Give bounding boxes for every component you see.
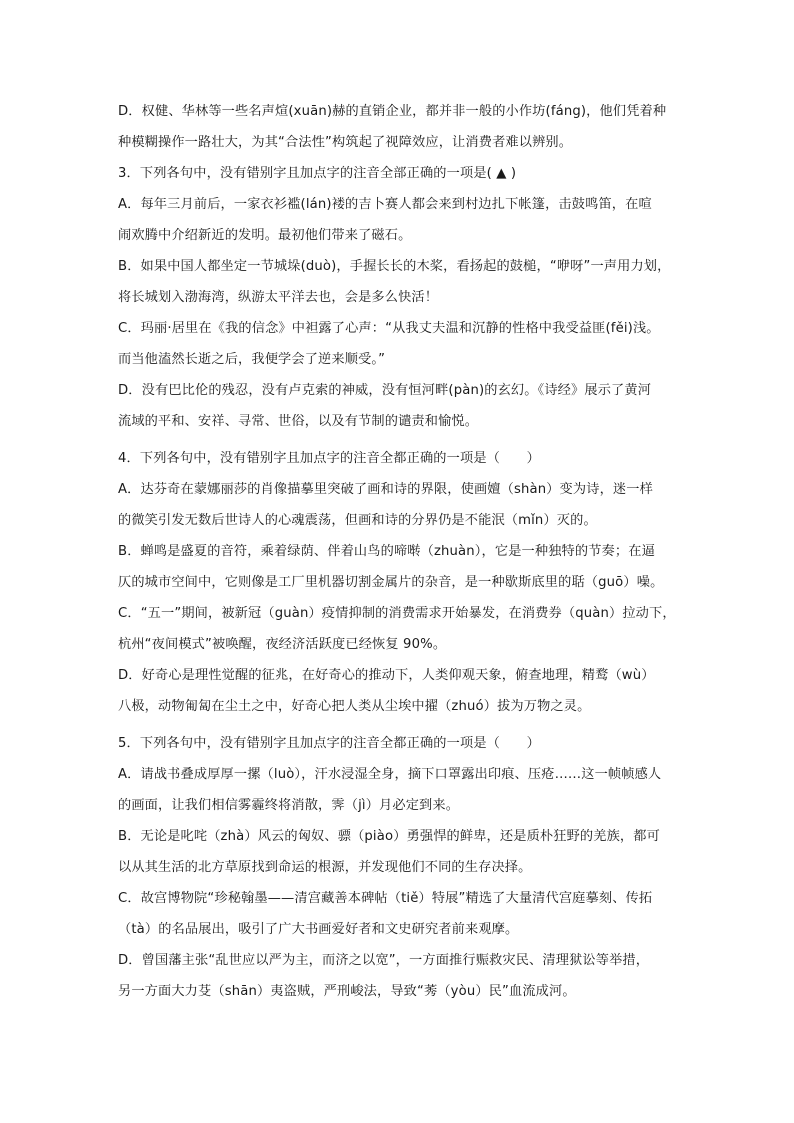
question-3-option-d: D．没有巴比伦的残忍，没有卢克索的神威，没有恒河畔(pàn)的玄幻。《诗经》展示了黄河 [118,383,652,398]
text-line: 仄的城市空间中，它则像是工厂里机器切割金属片的杂音，是一种歇斯底里的聒（guō）噪。 [118,575,664,590]
question-3 [118,158,684,437]
text-line: 杭州“夜间模式”被唤醒，夜经济活跃度已经恢复 90%。 [118,637,447,652]
text-line: 而当他溘然长逝之后，我便学会了逆来顺受。” [118,352,386,367]
question-3-option-b: B．如果中国人都坐定一节城垛(duò)，手握长长的木桨，看扬起的鼓槌，“咿呀”一声用力划， [118,259,671,274]
question-3-option-a: A．每年三月前后，一家衣衫褴(lán)褛的吉卜赛人都会来到村边扎下帐篷，击鼓鸣笛，在喧 [118,197,652,212]
text-line: 另一方面大力芟（shān）夷盗贼，严刑峻法，导致“莠（yòu）民”血流成河。 [118,984,576,999]
question-5-stem: 5．下列各句中，没有错别字且加点字的注音全都正确的一项是（ ） [118,736,540,751]
question-5 [118,728,684,1007]
document-content [118,96,684,1007]
question-5-option-d: D．曾国藩主张“乱世应以严为主，而济之以宽”，一方面推行赈救灾民、清理狱讼等举措， [118,953,650,968]
question-4 [118,443,684,722]
option-d-continuation [118,96,684,158]
question-4-option-d: D．好奇心是理性觉醒的征兆，在好奇心的推动下，人类仰观天象，俯查地理，精鹜（wù） [118,668,655,683]
text-line: 以从其生活的北方草原找到命运的根源，并发现他们不同的生存决择。 [118,860,532,875]
text-line: 闹欢腾中介绍新近的发明。最初他们带来了磁石。 [118,228,412,243]
question-4-stem: 4．下列各句中，没有错别字且加点字的注音全都正确的一项是（ ） [118,451,540,466]
text-line: 将长城划入渤海湾，纵游太平洋去也，会是多么快活！ [118,290,439,305]
question-5-option-a: A．请战书叠成厚厚一摞（luò），汗水浸湿全身，摘下口罩露出印痕、压疮……这一帧帧感人 [118,767,662,782]
text-line: （tà）的名品展出，吸引了广大书画爱好者和文史研究者前来观摩。 [118,922,519,937]
text-line: D．权健、华林等一些名声煊(xuān)赫的直销企业，都并非一般的小作坊(fáng)，他们凭着种 [118,104,667,119]
question-4-option-a: A．达芬奇在蒙娜丽莎的肖像描摹里突破了画和诗的界限，使画嬗（shàn）变为诗，迷一样 [118,482,653,497]
text-line: 流域的平和、安祥、寻常、世俗，以及有节制的谴责和愉悦。 [118,414,479,429]
question-4-option-c: C．“五一”期间，被新冠（guàn）疫情抑制的消费需求开始暴发，在消费券（quàn）拉动下， [118,606,676,621]
question-3-stem: 3．下列各句中，没有错别字且加点字的注音全部正确的一项是( ▲ ) [118,166,517,181]
text-line: 的画面，让我们相信雾霾终将消散，霁（jì）月必定到来。 [118,798,460,813]
question-4-option-b: B．蝉鸣是盛夏的音符，乘着绿荫、伴着山鸟的啼啭（zhuàn），它是一种独特的节奏；在逼 [118,544,655,559]
question-5-option-c: C．故宫博物院“珍秘翰墨——清宫藏善本碑帖（tiě）特展”精选了大量清代宫庭摹刻、传拓 [118,891,653,906]
question-3-option-c: C．玛丽·居里在《我的信念》中袒露了心声：“从我丈夫温和沉静的性格中我受益匪(fěi)浅。 [118,321,660,336]
question-5-option-b: B．无论是叱咤（zhà）风云的匈奴、骠（piào）勇强悍的鲜卑，还是质朴狂野的羌族，都可 [118,829,660,844]
text-line: 的微笑引发无数后世诗人的心魂震荡，但画和诗的分界仍是不能泯（mǐn）灭的。 [118,513,597,528]
text-line: 种模糊操作一路壮大，为其“合法性”构筑起了视障效应，让消费者难以辨别。 [118,135,573,150]
text-line: 八极，动物匍匐在尘土之中，好奇心把人类从尘埃中擢（zhuó）拔为万物之灵。 [118,699,591,714]
